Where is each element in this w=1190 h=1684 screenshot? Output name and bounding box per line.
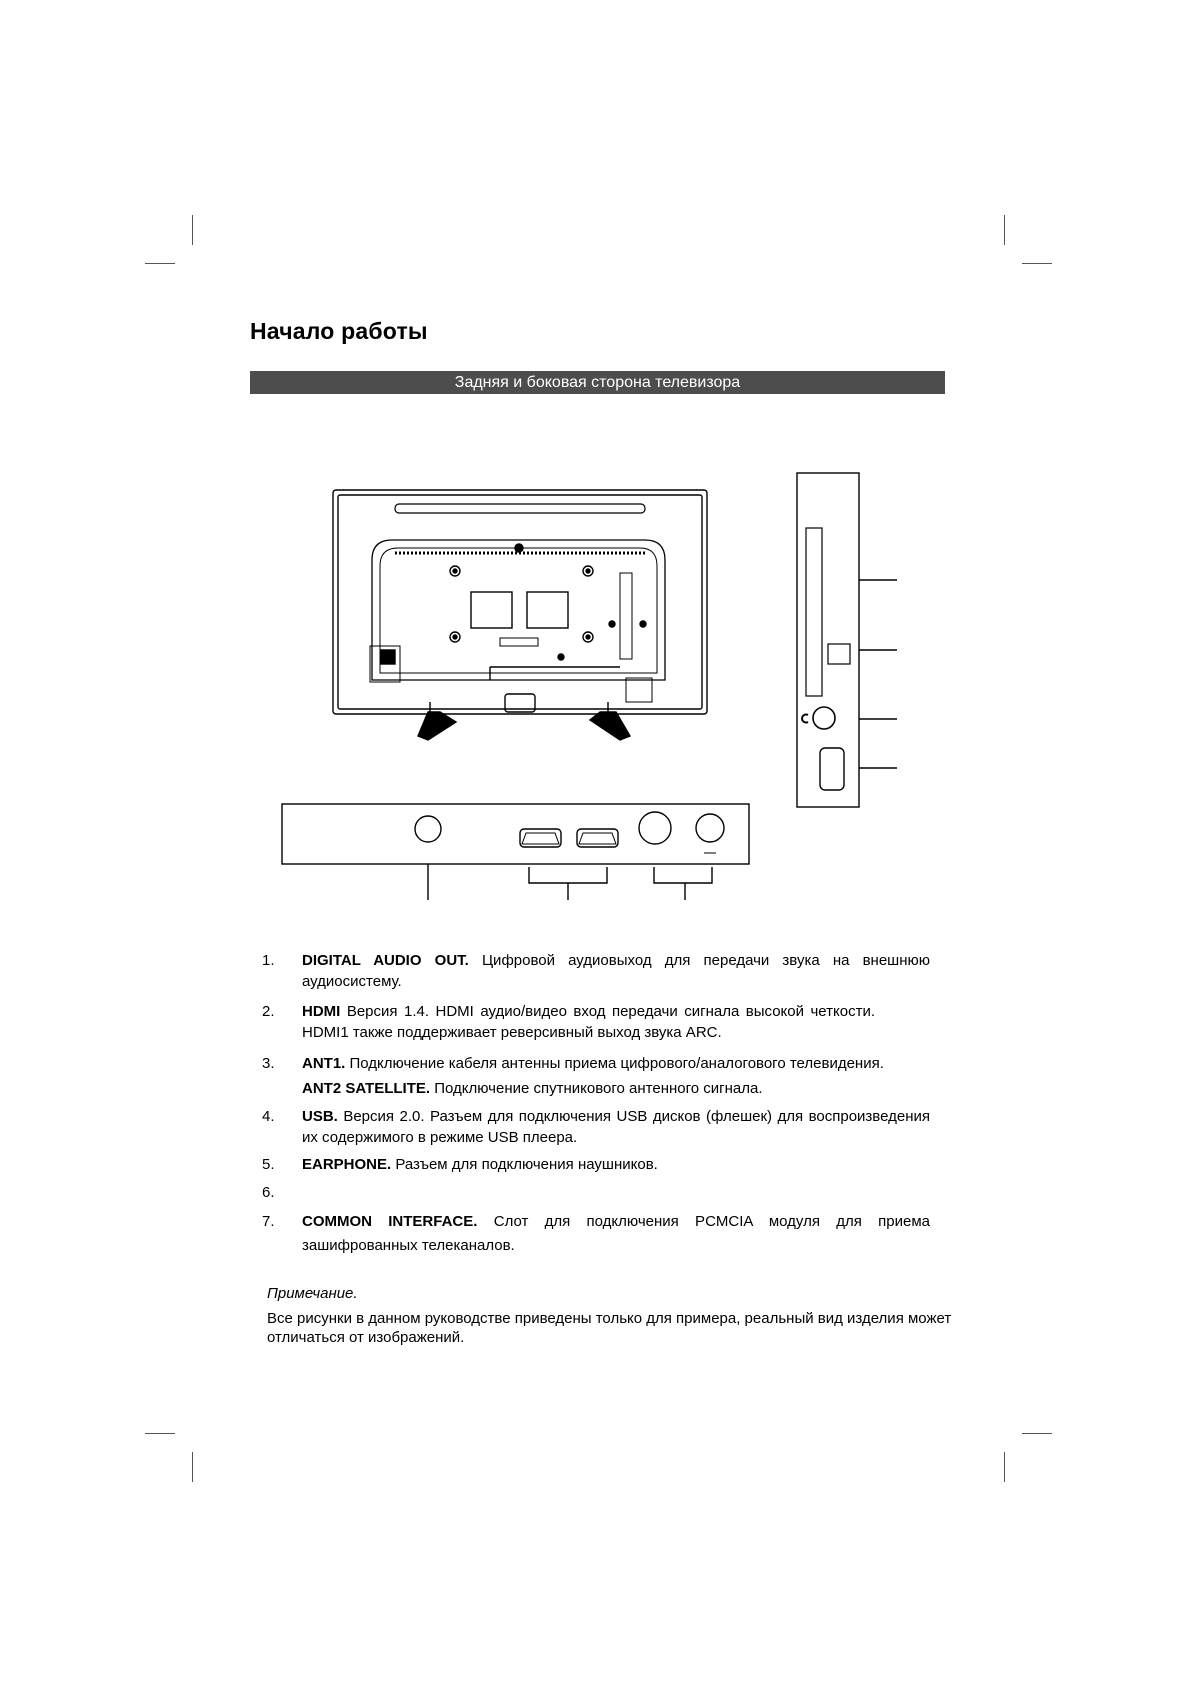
list-item: [262, 1001, 930, 1043]
list-item-label: ANT1.: [302, 1055, 346, 1072]
list-item-description: Цифровой аудиовыход для передачи звука на внешнюю аудиосистему.: [302, 952, 930, 990]
list-item-label: ANT2 SATELLITE.: [302, 1080, 431, 1097]
tv-back-view: [333, 490, 707, 740]
page-title: Начало работы: [250, 318, 428, 344]
list-item-number: 5.: [262, 1156, 275, 1173]
list-item-text: [302, 1053, 930, 1099]
list-item-label: EARPHONE.: [302, 1156, 392, 1173]
list-item: [262, 1053, 930, 1099]
list-item-number: 1.: [262, 952, 275, 969]
list-item: [262, 1210, 930, 1258]
list-item-description: Версия 1.4. HDMI аудио/видео вход передачи сигнала высокой четкости. HDMI1 также поддерживает реверсивный выход звука ARC.: [302, 1003, 875, 1041]
list-item-description: Подключение спутникового антенного сигнала.: [430, 1080, 763, 1097]
section-banner: Задняя и боковая сторона телевизора: [250, 371, 945, 394]
list-item-label: COMMON INTERFACE.: [302, 1213, 478, 1230]
list-item-number: 7.: [262, 1213, 275, 1230]
list-item-number: 4.: [262, 1108, 275, 1125]
list-item-number: 3.: [262, 1055, 275, 1072]
note-title: Примечание.: [267, 1285, 358, 1302]
list-item-text: [302, 1001, 930, 1043]
tv-side-panel: [797, 473, 897, 807]
list-item: [262, 1154, 930, 1175]
list-item-text: [302, 950, 930, 992]
list-item-description: Версия 2.0. Разъем для подключения USB дисков (флешек) для воспроизведения их содержимого в режиме USB плеера.: [302, 1108, 930, 1146]
list-item-text: [302, 1106, 930, 1148]
list-item-text: [302, 1182, 930, 1203]
list-item-label: DIGITAL AUDIO OUT.: [302, 952, 469, 969]
list-item: [262, 950, 930, 992]
list-item-description: Подключение кабеля антенны приема цифрового/аналогового телевидения.: [345, 1055, 884, 1072]
list-item-number: 2.: [262, 1003, 275, 1020]
note-text: Все рисунки в данном руководстве приведены только для примера, реальный вид изделия может отличаться от изображений.: [267, 1310, 952, 1346]
list-item-text: [302, 1154, 930, 1175]
tv-bottom-panel: [282, 804, 749, 900]
list-item-text: [302, 1210, 930, 1258]
list-item: [262, 1106, 930, 1148]
list-item: [262, 1182, 930, 1203]
list-item-label: HDMI: [302, 1003, 341, 1020]
list-item-description: Разъем для подключения наушников.: [391, 1156, 658, 1173]
list-item-number: 6.: [262, 1184, 275, 1201]
list-item-label: USB.: [302, 1108, 338, 1125]
list-item-description: Слот для подключения PCMCIA модуля для приема зашифрованных телеканалов.: [302, 1213, 930, 1254]
